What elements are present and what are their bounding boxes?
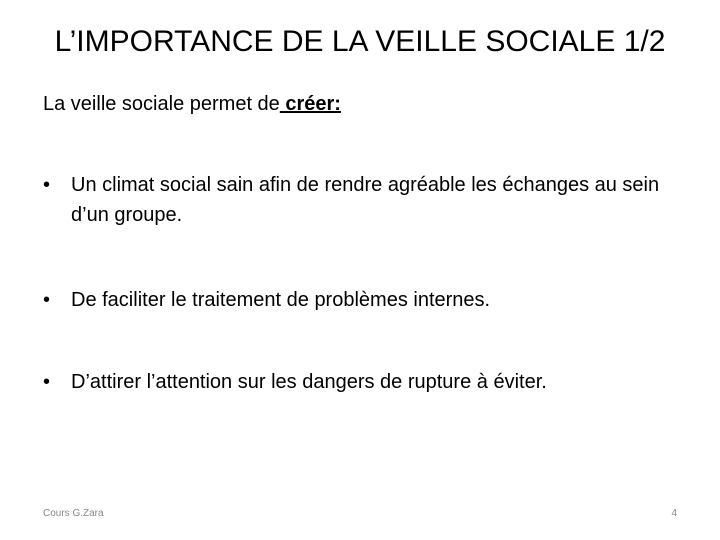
bullet-text: De faciliter le traitement de problèmes internes. — [71, 289, 491, 311]
bullet-item — [43, 285, 673, 315]
intro-line — [43, 89, 341, 119]
bullet-text: Un climat social sain afin de rendre agréable les échanges au sein d’un groupe. — [71, 174, 660, 226]
bullet-text: D’attirer l’attention sur les dangers de rupture à éviter. — [71, 371, 547, 393]
bullet-item — [43, 367, 673, 397]
intro-text: La veille sociale permet de — [43, 93, 280, 115]
bullet-marker: • — [43, 289, 51, 311]
bullet-marker: • — [43, 371, 51, 393]
bullet-marker: • — [43, 174, 51, 196]
footer-page-number: 4 — [671, 508, 677, 519]
slide-title: L’IMPORTANCE DE LA VEILLE SOCIALE 1/2 — [54, 25, 666, 58]
intro-emphasis: créer: — [279, 93, 341, 115]
footer-author: Cours G.Zara — [43, 508, 104, 519]
bullet-item — [43, 170, 673, 230]
